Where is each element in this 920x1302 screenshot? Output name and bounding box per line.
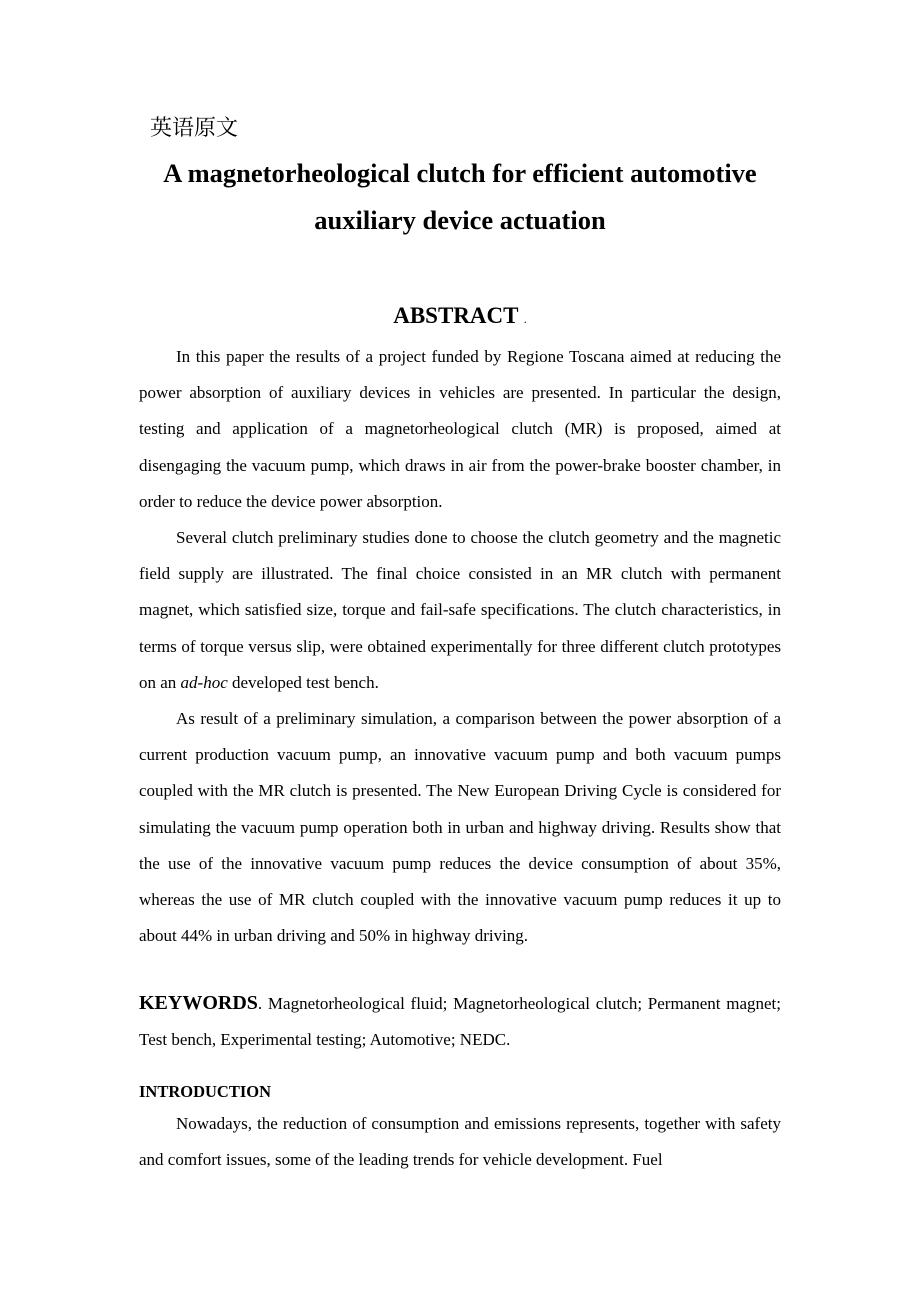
abstract-heading-suffix: .: [523, 312, 527, 326]
abstract-body: [139, 339, 781, 954]
abstract-paragraph-2-italic: ad-hoc: [180, 672, 228, 692]
abstract-paragraph-3: As result of a preliminary simulation, a comparison between the power absorption of a current production vacuum pump, an innovative vacuum pump and both vacuum pumps coupled with the MR clutch is presented. The New European Driving Cycle is considered for simulating the vacuum pump operation both in urban and highway driving. Results show that the use of the innovative vacuum pump reduces the device consumption of about 35%, whereas the use of MR clutch coupled with the innovative vacuum pump reduces it up to about 44% in urban driving and 50% in highway driving.: [139, 709, 781, 946]
abstract-paragraph-1: In this paper the results of a project funded by Regione Toscana aimed at reducing the power absorption of auxiliary devices in vehicles are presented. In particular the design, testing and application of a magnetorheological clutch (MR) is proposed, aimed at disengaging the vacuum pump, which draws in air from the power-brake booster chamber, in order to reduce the device power absorption.: [139, 347, 781, 511]
paper-title-line-1: A magnetorheological clutch for efficient automotive: [163, 158, 757, 188]
keywords-text: . Magnetorheological fluid; Magnetorheological clutch; Permanent magnet; Test bench, Experimental testing; Automotive; NEDC.: [139, 994, 781, 1049]
abstract-heading: [139, 298, 781, 337]
section-label: 英语原文: [150, 116, 239, 141]
keywords-block: [139, 985, 781, 1058]
abstract-paragraph-2: [139, 520, 781, 701]
introduction-heading: INTRODUCTION: [139, 1082, 272, 1101]
keywords-label: KEYWORDS: [139, 992, 258, 1014]
paper-title: [130, 150, 790, 244]
abstract-paragraph-2-end: developed test bench.: [227, 672, 379, 692]
abstract-paragraph-2-start: Several clutch preliminary studies done to choose the clutch geometry and the magnetic field supply are illustrated. The final choice consisted in an MR clutch with permanent magnet, which satisfied size, torque and fail-safe specifications. The clutch characteristics, in terms of torque versus slip, were obtained experimentally for three different clutch prototypes on an: [139, 528, 781, 692]
introduction-body: [139, 1106, 781, 1178]
introduction-paragraph-1: Nowadays, the reduction of consumption and emissions represents, together with safety and comfort issues, some of the leading trends for vehicle development. Fuel: [139, 1114, 781, 1170]
abstract-heading-text: ABSTRACT: [393, 303, 519, 328]
paper-title-line-2: auxiliary device actuation: [314, 205, 606, 235]
